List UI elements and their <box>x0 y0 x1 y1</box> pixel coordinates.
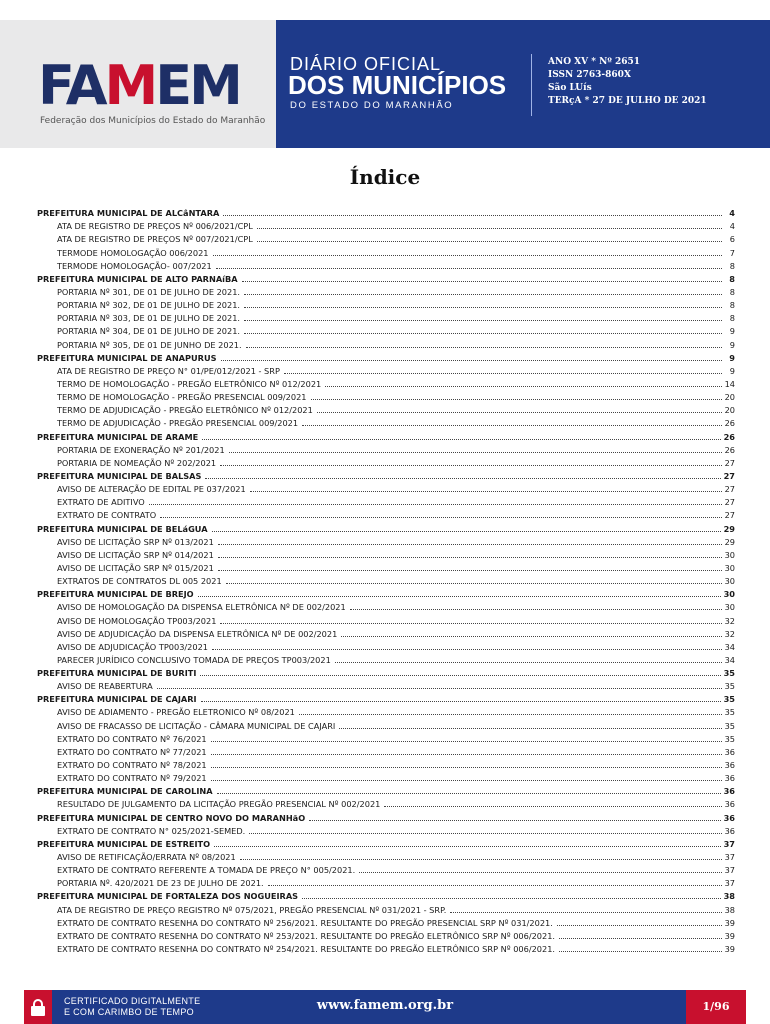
toc-label: PREFEITURA MUNICIPAL DE ARAME <box>37 431 199 442</box>
toc-leader <box>244 333 722 334</box>
toc-leader <box>160 517 721 518</box>
toc-page: 14 <box>724 378 735 389</box>
toc-label: EXTRATO DE CONTRATO REFERENTE A TOMADA DE PREÇO N° 005/2021. <box>57 865 356 876</box>
toc-label: PREFEITURA MUNICIPAL DE ANAPURUS <box>37 352 217 363</box>
toc-page: 35 <box>723 694 735 705</box>
toc-leader <box>557 925 722 926</box>
toc-section[interactable] <box>37 666 735 679</box>
page-footer <box>24 990 746 1024</box>
toc-item[interactable] <box>37 508 735 521</box>
toc-leader <box>339 728 721 729</box>
toc-item[interactable] <box>37 705 735 718</box>
toc-leader <box>218 557 722 558</box>
toc-label: ATA DE REGISTRO DE PREÇOS Nº 007/2021/CPL <box>57 234 253 245</box>
toc-page: 35 <box>724 733 735 744</box>
toc-page: 34 <box>724 654 735 665</box>
toc-page: 27 <box>724 510 735 521</box>
toc-item[interactable] <box>37 876 735 889</box>
toc-page: 8 <box>729 286 735 297</box>
edition-meta <box>548 56 707 108</box>
toc-label: PARECER JURÍDICO CONCLUSIVO TOMADA DE PREÇOS TP003/2021 <box>57 654 331 665</box>
toc-label: TERMODE HOMOLOGAÇÃO- 007/2021 <box>57 260 212 271</box>
toc-leader <box>213 255 722 256</box>
toc-leader <box>341 636 721 637</box>
toc-leader <box>244 294 722 295</box>
toc-item[interactable] <box>37 245 735 258</box>
toc-page: 38 <box>723 891 735 902</box>
toc-leader <box>559 951 722 952</box>
toc-page: 30 <box>724 549 735 560</box>
toc-label: ATA DE REGISTRO DE PREÇOS Nº 006/2021/CPL <box>57 221 253 232</box>
toc-page: 36 <box>724 746 735 757</box>
toc-leader <box>250 491 722 492</box>
toc-item[interactable] <box>37 324 735 337</box>
toc-label: TERMO DE ADJUDICAÇÃO - PREGÃO PRESENCIAL 009/2021 <box>57 418 299 429</box>
toc-page: 27 <box>724 457 735 468</box>
toc-page: 20 <box>724 405 735 416</box>
toc-page: 39 <box>724 917 735 928</box>
toc-leader <box>311 399 722 400</box>
toc-label: PORTARIA Nº 302, DE 01 DE JULHO DE 2021. <box>57 300 241 311</box>
toc-page: 30 <box>724 602 735 613</box>
toc-label: PORTARIA Nº 303, DE 01 DE JULHO DE 2021. <box>57 313 241 324</box>
toc-leader <box>217 793 721 794</box>
toc-label: AVISO DE RETIFICAÇÃO/ERRATA Nº 08/2021 <box>57 852 236 863</box>
toc-leader <box>212 649 722 650</box>
toc-item[interactable] <box>37 627 735 640</box>
toc-label: ATA DE REGISTRO DE PREÇO N° 01/PE/012/2021 - SRP <box>57 365 280 376</box>
toc-page: 8 <box>729 260 735 271</box>
toc-label: PREFEITURA MUNICIPAL DE CAROLINA <box>37 786 213 797</box>
diario-banner <box>276 20 770 148</box>
toc-item[interactable] <box>37 824 735 837</box>
toc-item[interactable] <box>37 377 735 390</box>
toc-page: 39 <box>724 930 735 941</box>
toc-label: PORTARIA Nº. 420/2021 DE 23 DE JULHO DE 2021. <box>57 878 264 889</box>
toc-section[interactable] <box>37 429 735 442</box>
toc-label: PREFEITURA MUNICIPAL DE BALSAS <box>37 470 202 481</box>
toc-label: PREFEITURA MUNICIPAL DE BELáGUA <box>37 523 208 534</box>
toc-page: 30 <box>724 576 735 587</box>
toc-page: 20 <box>724 392 735 403</box>
toc-label: PREFEITURA MUNICIPAL DE FORTALEZA DOS NOGUEIRAS <box>37 891 299 902</box>
diario-title-line2: DOS MUNICÍPIOS <box>288 70 507 100</box>
toc-leader <box>214 846 721 847</box>
toc-label: EXTRATO DE ADITIVO <box>57 497 145 508</box>
logo-wordmark: FAMEM <box>38 54 240 117</box>
toc-leader <box>450 912 721 913</box>
toc-page: 9 <box>729 339 735 350</box>
toc-item[interactable] <box>37 771 735 784</box>
toc-leader <box>201 701 721 702</box>
toc-leader <box>218 570 722 571</box>
toc-page: 32 <box>724 615 735 626</box>
toc-label: PREFEITURA MUNICIPAL DE CAJARI <box>37 694 197 705</box>
toc-label: PORTARIA Nº 301, DE 01 DE JULHO DE 2021. <box>57 286 241 297</box>
toc-leader <box>325 386 721 387</box>
edition-date: TERçA * 27 DE JULHO DE 2021 <box>548 96 707 106</box>
toc-leader <box>216 268 722 269</box>
toc-page: 36 <box>723 786 735 797</box>
toc-page: 32 <box>724 628 735 639</box>
toc-item[interactable] <box>37 482 735 495</box>
toc-leader <box>284 373 722 374</box>
toc-label: AVISO DE REABERTURA <box>57 681 153 692</box>
toc-page: 9 <box>729 326 735 337</box>
banner-divider <box>531 54 532 116</box>
toc-label: EXTRATO DE CONTRATO N° 025/2021-SEMED. <box>57 825 246 836</box>
page-number: 1/96 <box>686 990 746 1024</box>
toc-leader <box>211 754 722 755</box>
toc-item[interactable] <box>37 298 735 311</box>
toc-page: 37 <box>723 838 735 849</box>
toc-leader <box>220 465 721 466</box>
toc-leader <box>299 714 722 715</box>
toc-page: 27 <box>724 484 735 495</box>
toc-page: 36 <box>724 825 735 836</box>
toc-leader <box>200 675 720 676</box>
toc-item[interactable] <box>37 364 735 377</box>
toc-label: AVISO DE ALTERAÇÃO DE EDITAL PE 037/2021 <box>57 484 246 495</box>
toc-page: 4 <box>729 221 735 232</box>
toc-label: PORTARIA DE EXONERAÇÃO Nº 201/2021 <box>57 444 225 455</box>
toc-label: PREFEITURA MUNICIPAL DE BREJO <box>37 589 194 600</box>
toc-item[interactable] <box>37 232 735 245</box>
toc-label: TERMO DE HOMOLOGAÇÃO - PREGÃO ELETRÔNICO Nº 012/2021 <box>57 378 322 389</box>
toc-leader <box>302 898 721 899</box>
toc-label: EXTRATO DE CONTRATO <box>57 510 157 521</box>
toc-label: ATA DE REGISTRO DE PREÇO REGISTRO Nº 075/2021, PREGÃO PRESENCIAL Nº 031/2021 - SRP. <box>57 904 447 915</box>
toc-item[interactable] <box>37 745 735 758</box>
toc-page: 29 <box>724 536 735 547</box>
toc-leader <box>244 320 722 321</box>
toc-page: 37 <box>724 865 735 876</box>
toc-leader <box>223 215 722 216</box>
toc-item[interactable] <box>37 613 735 626</box>
toc-section[interactable] <box>37 272 735 285</box>
toc-section[interactable] <box>37 469 735 482</box>
toc-item[interactable] <box>37 758 735 771</box>
toc-label: EXTRATO DO CONTRATO Nº 79/2021 <box>57 773 207 784</box>
toc-item[interactable] <box>37 574 735 587</box>
toc-page: 26 <box>724 444 735 455</box>
toc-leader <box>218 544 722 545</box>
toc-section[interactable] <box>37 351 735 364</box>
toc-label: PORTARIA Nº 304, DE 01 DE JULHO DE 2021. <box>57 326 241 337</box>
toc-item[interactable] <box>37 942 735 955</box>
toc-leader <box>249 833 721 834</box>
toc-item[interactable] <box>37 259 735 272</box>
famem-logo <box>38 54 266 136</box>
toc-page: 36 <box>724 799 735 810</box>
certificate-note: CERTIFICADO DIGITALMENTE E COM CARIMBO DE TEMPO <box>64 996 201 1017</box>
toc-label: EXTRATO DE CONTRATO RESENHA DO CONTRATO Nº 254/2021. RESULTANTE DO PREGÃO ELETRÔNICO SRP Nº 006/2021. <box>57 944 556 955</box>
toc-leader <box>242 281 722 282</box>
toc-section[interactable] <box>37 837 735 850</box>
toc-leader <box>157 688 722 689</box>
toc-label: TERMO DE ADJUDICAÇÃO - PREGÃO ELETRÔNICO Nº 012/2021 <box>57 405 313 416</box>
toc-leader <box>335 662 722 663</box>
toc-label: PORTARIA Nº 305, DE 01 DE JUNHO DE 2021. <box>57 339 242 350</box>
toc-page: 8 <box>729 273 735 284</box>
toc-leader <box>202 439 720 440</box>
toc-leader <box>317 412 722 413</box>
toc-page: 27 <box>723 470 735 481</box>
toc-label: EXTRATOS DE CONTRATOS DL 005 2021 <box>57 576 222 587</box>
toc-item[interactable] <box>37 732 735 745</box>
diario-title-line3: DO ESTADO DO MARANHÃO <box>290 100 454 111</box>
toc-label: RESULTADO DE JULGAMENTO DA LICITAÇÃO PREGÃO PRESENCIAL Nº 002/2021 <box>57 799 381 810</box>
toc-leader <box>205 478 720 479</box>
toc-label: AVISO DE LICITAÇÃO SRP Nº 015/2021 <box>57 562 214 573</box>
toc-item[interactable] <box>37 416 735 429</box>
toc-label: PREFEITURA MUNICIPAL DE CENTRO NOVO DO MARANHãO <box>37 812 306 823</box>
toc-item[interactable] <box>37 718 735 731</box>
toc-leader <box>211 767 722 768</box>
website-link[interactable]: www.famem.org.br <box>316 998 454 1013</box>
toc-label: AVISO DE FRACASSO DE LICITAÇÃO - CÂMARA MUNICIPAL DE CAJARI <box>57 720 336 731</box>
toc-section[interactable] <box>37 587 735 600</box>
toc-leader <box>244 307 722 308</box>
toc-page: 35 <box>724 707 735 718</box>
toc-item[interactable] <box>37 311 735 324</box>
toc-page: 29 <box>723 523 735 534</box>
toc-item[interactable] <box>37 219 735 232</box>
toc-label: AVISO DE ADIAMENTO - PREGÃO ELETRONICO Nº 08/2021 <box>57 707 295 718</box>
toc-item[interactable] <box>37 797 735 810</box>
toc-item[interactable] <box>37 679 735 692</box>
toc-page: 39 <box>724 944 735 955</box>
toc-page: 27 <box>724 497 735 508</box>
toc-page: 7 <box>729 247 735 258</box>
toc-item[interactable] <box>37 535 735 548</box>
toc-leader <box>257 228 722 229</box>
toc-label: PREFEITURA MUNICIPAL DE ALTO PARNAíBA <box>37 273 238 284</box>
toc-leader <box>221 360 722 361</box>
edition-number: ANO XV * Nº 2651 <box>548 57 641 67</box>
toc-section[interactable] <box>37 784 735 797</box>
toc-label: TERMODE HOMOLOGAÇÃO 006/2021 <box>57 247 209 258</box>
toc-item[interactable] <box>37 390 735 403</box>
toc-page: 30 <box>723 589 735 600</box>
toc-page: 26 <box>724 418 735 429</box>
toc-label: PORTARIA DE NOMEAÇÃO Nº 202/2021 <box>57 457 217 468</box>
toc-leader <box>559 938 722 939</box>
toc-page: 4 <box>729 208 735 219</box>
toc-label: EXTRATO DE CONTRATO RESENHA DO CONTRATO Nº 253/2021. RESULTANTE DO PREGÃO ELETRÔNICO SRP Nº 006/2021. <box>57 930 556 941</box>
toc-item[interactable] <box>37 548 735 561</box>
toc-page: 8 <box>729 313 735 324</box>
toc-label: AVISO DE HOMOLOGAÇÃO DA DISPENSA ELETRÔNICA Nº DE 002/2021 <box>57 602 346 613</box>
toc-page: 6 <box>729 234 735 245</box>
toc-page: 30 <box>724 562 735 573</box>
toc-label: EXTRATO DE CONTRATO RESENHA DO CONTRATO Nº 256/2021. RESULTANTE DO PREGÃO PRESENCIAL SRP Nº 031/2021. <box>57 917 553 928</box>
toc-page: 38 <box>724 904 735 915</box>
toc-leader <box>149 504 722 505</box>
toc-leader <box>302 425 721 426</box>
toc-page: 37 <box>724 878 735 889</box>
toc-label: EXTRATO DO CONTRATO Nº 78/2021 <box>57 760 207 771</box>
toc-section[interactable] <box>37 889 735 902</box>
page-title: Índice <box>349 165 421 189</box>
toc-label: AVISO DE ADJUDICAÇÃO DA DISPENSA ELETRÔNICA Nº DE 002/2021 <box>57 628 338 639</box>
toc-section[interactable] <box>37 692 735 705</box>
toc-item[interactable] <box>37 929 735 942</box>
toc-page: 35 <box>724 681 735 692</box>
toc-page: 9 <box>729 365 735 376</box>
toc-leader <box>220 623 721 624</box>
toc-label: PREFEITURA MUNICIPAL DE ALCâNTARA <box>37 208 220 219</box>
toc-section[interactable] <box>37 521 735 534</box>
toc-section[interactable] <box>37 810 735 823</box>
toc-item[interactable] <box>37 653 735 666</box>
toc-leader <box>359 872 721 873</box>
toc-item[interactable] <box>37 916 735 929</box>
logo-subtitle: Federação dos Municípios do Estado do Maranhão <box>40 116 266 126</box>
toc-page: 36 <box>724 760 735 771</box>
toc-page: 35 <box>724 720 735 731</box>
toc-item[interactable] <box>37 640 735 653</box>
toc-leader <box>198 596 721 597</box>
toc-leader <box>211 741 722 742</box>
toc-page: 34 <box>724 641 735 652</box>
toc-label: EXTRATO DO CONTRATO Nº 76/2021 <box>57 733 207 744</box>
toc-page: 37 <box>724 852 735 863</box>
toc-page: 9 <box>729 352 735 363</box>
issn: ISSN 2763-860X <box>548 70 631 80</box>
toc-page: 35 <box>723 668 735 679</box>
toc-item[interactable] <box>37 902 735 915</box>
toc-section[interactable] <box>37 206 735 219</box>
toc-leader <box>246 347 722 348</box>
toc-item[interactable] <box>37 456 735 469</box>
toc-page: 26 <box>723 431 735 442</box>
toc-leader <box>350 609 722 610</box>
toc-leader <box>268 885 722 886</box>
toc-page: 8 <box>729 300 735 311</box>
toc-item[interactable] <box>37 863 735 876</box>
toc-label: AVISO DE LICITAÇÃO SRP Nº 013/2021 <box>57 536 214 547</box>
toc-leader <box>384 806 721 807</box>
toc-page: 36 <box>724 773 735 784</box>
toc-label: AVISO DE ADJUDICAÇÃO TP003/2021 <box>57 641 209 652</box>
toc-item[interactable] <box>37 561 735 574</box>
toc-leader <box>309 820 720 821</box>
toc-label: AVISO DE LICITAÇÃO SRP Nº 014/2021 <box>57 549 214 560</box>
toc-item[interactable] <box>37 285 735 298</box>
toc-leader <box>212 531 721 532</box>
table-of-contents <box>37 206 735 955</box>
toc-leader <box>229 452 722 453</box>
toc-item[interactable] <box>37 443 735 456</box>
diario-title-line1: DIÁRIO OFICIAL <box>290 54 442 74</box>
toc-label: TERMO DE HOMOLOGAÇÃO - PREGÃO PRESENCIAL 009/2021 <box>57 392 307 403</box>
toc-item[interactable] <box>37 850 735 863</box>
toc-label: EXTRATO DO CONTRATO Nº 77/2021 <box>57 746 207 757</box>
toc-leader <box>240 859 722 860</box>
toc-leader <box>211 780 722 781</box>
edition-city: São LUís <box>548 83 592 93</box>
toc-label: AVISO DE HOMOLOGAÇÃO TP003/2021 <box>57 615 217 626</box>
toc-item[interactable] <box>37 495 735 508</box>
toc-leader <box>226 583 722 584</box>
toc-item[interactable] <box>37 337 735 350</box>
toc-leader <box>257 241 722 242</box>
toc-label: PREFEITURA MUNICIPAL DE BURITI <box>37 668 197 679</box>
toc-label: PREFEITURA MUNICIPAL DE ESTREITO <box>37 838 211 849</box>
toc-page: 36 <box>723 812 735 823</box>
toc-item[interactable] <box>37 403 735 416</box>
toc-item[interactable] <box>37 600 735 613</box>
